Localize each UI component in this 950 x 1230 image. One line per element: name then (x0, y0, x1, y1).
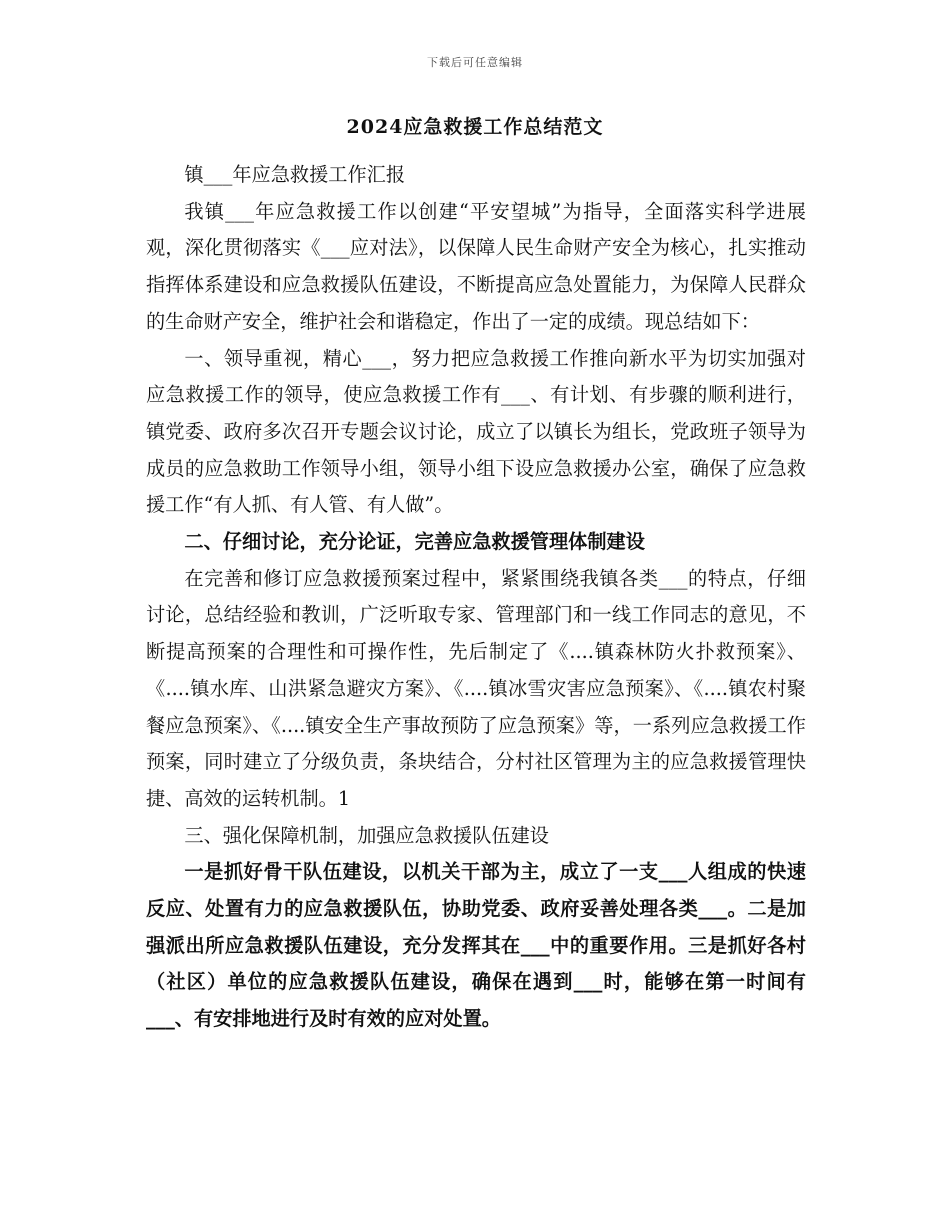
section-heading: 三、强化保障机制，加强应急救援队伍建设 (184, 823, 549, 847)
paragraph: 在完善和修订应急救援预案过程中，紧紧围绕我镇各类___的特点，仔细讨论，总结经验和教训，广泛听取专家、管理部门和一线工作同志的意见，不断提高预案的合理性和可操作性，先后制定了《....镇森林防火扑救预案》、《....镇水库、山洪紧急避灾方案》、《....镇冰雪灾害应急预案》、《....镇农村聚餐应急预案》、《....镇安全生产事故预防了应急预案》等，一系列应急救援工作预案，同时建立了分级负责，条块结合，分村社区管理为主的应急救援管理快捷、高效的运转机制。1 (146, 566, 806, 810)
header-note: 下载后可任意编辑 (427, 56, 523, 69)
paragraph: 一是抓好骨干队伍建设，以机关干部为主，成立了一支___人组成的快速反应、处置有力的应急救援队伍，协助党委、政府妥善处理各类___。二是加强派出所应急救援队伍建设，充分发挥其在___中的重要作用。三是抓好各村（社区）单位的应急救援队伍建设，确保在遇到___时，能够在第一时间有___、有安排地进行及时有效的应对处置。 (146, 860, 806, 1031)
paragraph: 我镇___年应急救援工作以创建“平安望城”为指导，全面落实科学进展观，深化贯彻落实《___应对法》，以保障人民生命财产安全为核心，扎实推动指挥体系建设和应急救援队伍建设，不断提高应急处置能力，为保障人民群众的生命财产安全，维护社会和谐稳定，作出了一定的成绩。现总结如下： (146, 199, 806, 333)
paragraph: 镇___年应急救援工作汇报 (184, 163, 406, 186)
document-body (146, 157, 806, 1038)
document-title: 2024应急救援工作总结范文 (346, 116, 604, 138)
paragraph: 一、领导重视，精心___，努力把应急救援工作推向新水平为切实加强对应急救援工作的领导，使应急救援工作有___、有计划、有步骤的顺利进行，镇党委、政府多次召开专题会议讨论，成立了以镇长为组长，党政班子领导为成员的应急救助工作领导小组，领导小组下设应急救援办公室，确保了应急救援工作“有人抓、有人管、有人做”。 (146, 346, 806, 517)
section-heading: 二、仔细讨论，充分论证，完善应急救援管理体制建设 (184, 530, 645, 554)
